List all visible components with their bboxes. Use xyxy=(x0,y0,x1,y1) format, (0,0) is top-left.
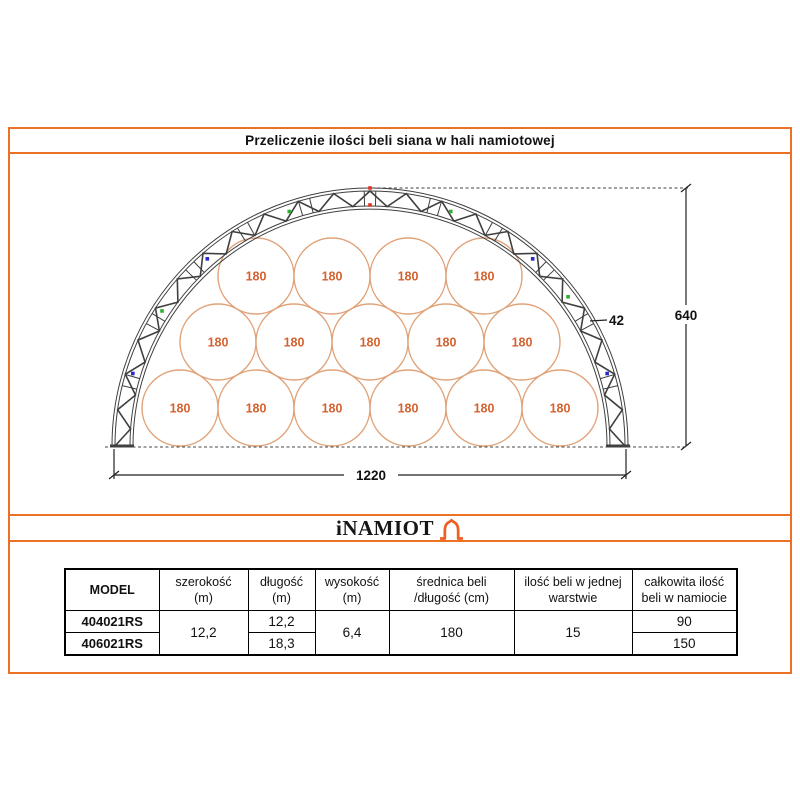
bale-diameter-label: 180 xyxy=(473,269,495,284)
bale-diameter-label: 180 xyxy=(207,335,229,350)
table-header-row xyxy=(65,569,737,611)
bale-diameter-label: 180 xyxy=(435,335,457,350)
bale-diameter-label: 180 xyxy=(549,401,571,416)
tent-cross-section-diagram xyxy=(10,154,790,514)
truss-joint-marker xyxy=(160,309,164,313)
srednica-cell: 180 xyxy=(389,611,514,656)
truss-joint-marker xyxy=(566,295,570,299)
spec-table xyxy=(64,568,738,656)
szerokosc-cell: 12,2 xyxy=(159,611,248,656)
table-band xyxy=(8,540,792,674)
drawing-band xyxy=(8,152,792,516)
bale-diameter-label: 180 xyxy=(359,335,381,350)
bale-diameter-label: 180 xyxy=(283,335,305,350)
ilosc-warstwa-cell: 15 xyxy=(514,611,632,656)
model-cell: 404021RS xyxy=(65,611,159,633)
truss-joint-marker xyxy=(531,257,535,261)
bale-diameter-label: 180 xyxy=(511,335,533,350)
truss-joint-marker xyxy=(205,257,209,261)
bale-diameter-label: 180 xyxy=(321,401,343,416)
table-row xyxy=(65,611,737,633)
tent-logo-icon xyxy=(439,517,464,540)
col-header-dlugosc: długość (m) xyxy=(248,569,315,611)
truss-joint-marker xyxy=(131,372,135,376)
bale-diameter-label: 180 xyxy=(397,269,419,284)
bale-diameter-label: 180 xyxy=(321,269,343,284)
calkowita-cell: 90 xyxy=(632,611,737,633)
dlugosc-cell: 12,2 xyxy=(248,611,315,633)
logo-band xyxy=(8,514,792,542)
width-dimension-label: 1220 xyxy=(355,468,387,483)
bale-diameter-label: 180 xyxy=(245,401,267,416)
document-frame xyxy=(8,127,792,674)
model-cell: 406021RS xyxy=(65,633,159,656)
truss-depth-label: 42 xyxy=(609,313,625,328)
col-header-srednica: średnica beli /długość (cm) xyxy=(389,569,514,611)
truss-joint-marker xyxy=(449,210,453,214)
truss-joint-marker xyxy=(287,210,291,214)
hay-bales xyxy=(142,238,598,446)
col-header-szerokosc: szerokość (m) xyxy=(159,569,248,611)
height-dimension-label: 640 xyxy=(674,308,698,323)
bale-diameter-label: 180 xyxy=(397,401,419,416)
brand-logo-text: iNAMIOT xyxy=(336,515,434,540)
truss-joint-marker xyxy=(605,372,609,376)
col-header-model: MODEL xyxy=(65,569,159,611)
bale-diameter-label: 180 xyxy=(473,401,495,416)
truss-joint-marker xyxy=(368,203,372,207)
dlugosc-cell: 18,3 xyxy=(248,633,315,656)
col-header-calkowita: całkowita ilość beli w namiocie xyxy=(632,569,737,611)
col-header-ilosc-warstwa: ilość beli w jednej warstwie xyxy=(514,569,632,611)
calkowita-cell: 150 xyxy=(632,633,737,656)
truss-joint-marker xyxy=(368,186,372,190)
truss-depth-leader xyxy=(590,320,607,321)
page-title: Przeliczenie ilości beli siana w hali namiotowej xyxy=(245,133,555,148)
title-band xyxy=(8,127,792,154)
wysokosc-cell: 6,4 xyxy=(315,611,389,656)
col-header-wysokosc: wysokość (m) xyxy=(315,569,389,611)
bale-diameter-label: 180 xyxy=(245,269,267,284)
bale-diameter-label: 180 xyxy=(169,401,191,416)
